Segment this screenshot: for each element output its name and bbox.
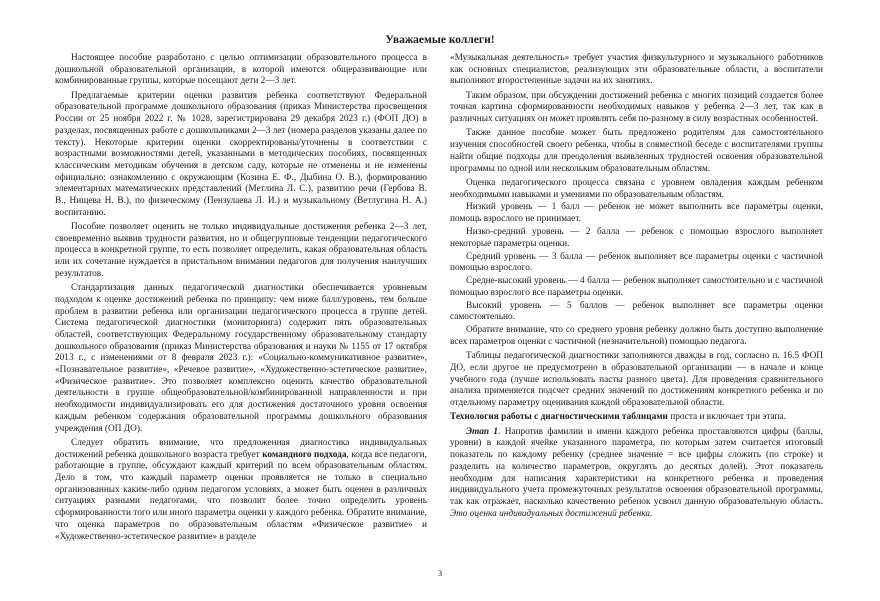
level-item: Средний уровень — 3 балла — ребенок выполняет все параметры оценки с частичной помощью взрослого. xyxy=(450,251,823,274)
paragraph: Настоящее пособие разработано с целью оптимизации образовательного процесса в дошкольной образовательной организации, в которой имеются общеразвивающие или комбинированные группы, которые посещают дети 2—3 лет. xyxy=(55,53,427,87)
paragraph: Обратите внимание, что со среднего уровня ребенку должно быть доступно выполнение всех параметров оценки с частичной (незначительной) помощью педагога. xyxy=(450,325,823,348)
text-run: Следует обратить внимание, что предложенная диагностика индивидуальных достижений ребенка дошкольного возраста требует xyxy=(55,437,427,460)
page-number: 3 xyxy=(437,568,443,578)
stage-label xyxy=(466,427,498,437)
paragraph xyxy=(450,412,823,424)
left-column xyxy=(55,53,427,546)
text-run: . xyxy=(649,508,653,519)
level-item: Высокий уровень — 5 баллов — ребенок выполняет все параметры оценки самостоятельно. xyxy=(450,300,823,323)
paragraph: Пособие позволяет оценить не только индивидуальные достижения ребенка 2—3 лет, своевременно выявив трудности развития, но и общегрупповые тенденции педагогического процесса в конкретной группе, то есть позволяет определить, какая образовательная область или их сочетание нуждается в пристальном внимании педагогов для получения наилучших результатов. xyxy=(55,222,427,279)
level-item: Низко-средний уровень — 2 балла — ребенок с помощью взрослого выполняет некоторые параметры оценки. xyxy=(450,227,823,249)
stage-label-text: Этап 1 xyxy=(466,426,499,437)
italic-text: Это оценка индивидуальных достижений ребенка xyxy=(450,508,650,519)
paragraph: Также данное пособие может быть предложено родителям для самостоятельного изучения способностей своего ребенка, чтобы в совместной беседе с воспитателями группы найти общие подходы для преодоления выявленных трудностей освоения образовательной программы по одной или нескольким образовательным областям. xyxy=(450,128,823,174)
page-title: Уважаемые коллеги! xyxy=(385,34,495,46)
paragraph: Таким образом, при обсуждении достижений ребенка с многих позиций создается более точная картина сформированности необходимых навыков у ребенка 2—3 лет, так как в различных ситуациях он может проявлять себя по-разному в силу возрастных особенностей. xyxy=(450,90,823,125)
paragraph xyxy=(55,438,427,543)
paragraph: Таблицы педагогической диагностики заполняются дважды в год, согласно п. 16.5 ФОП ДО, если другое не предусмотрено в образовательной организации — в начале и конце учебного года (лучше использовать пасты разного цвета). Для проведения сравнительного анализа применяется подсчет средних значений по достижениям конкретного ребенка и по отдельному параметру оценивания каждой образовательной области. xyxy=(450,351,823,409)
paragraph: Предлагаемые критерии оценки развития ребенка соответствуют Федеральной образовательной программе дошкольного образования (приказ Министерства просвещения России от 25 ноября 2022 г. № 1028, зарегистрирована 29 декабря 2023 г.) (ФОП ДО) в разделах, посвященных работе с дошкольниками 2—3 лет (номера разделов указаны далее по тексту). Некоторые критерии оценки скорректированы/уточнены в соответствии с возрастными возможностями детей, указанными в методических пособиях, посвященных классическим методикам обучения в детском саду, которые не отменены и не изменены официально: ознакомлению с окружающим (Козина Е. Ф., Дыбина О. В.), формированию элементарных математических представлений (Метлина Л. С.), развитию речи (Гербова В. В., Нищева Н. В.), по физическому (Пензулаева Л. И.) и музыкальному (Ветлугина Н. А.) воспитанию. xyxy=(55,90,427,218)
level-item: Средне-высокий уровень — 4 балла — ребенок выполняет самостоятельно и с частичной помощью взрослого все параметры оценки. xyxy=(450,276,823,298)
paragraph: Стандартизация данных педагогической диагностики обеспечивается уровневым подходом к оценке достижений ребенка по принципу: чем ниже балл/уровень, тем больше проблем в развитии ребенка или организации педагогического процесса в группе детей. Система педагогической диагностики (мониторинга) содержит пять образовательных областей, соответствующих Федеральному государственному образовательному стандарту дошкольного образования (приказ Министерства образования и науки № 1155 от 17 октября 2013 г., с изменениями от 8 февраля 2023 г.): «Социально-коммуникативное развитие», «Познавательное развитие», «Речевое развитие», «Художественно-эстетическое развитие», «Физическое развитие». Это позволяет комплексно оценить качество образовательной деятельности в группе общеобразовательной/комбинированной направленности и при необходимости индивидуализировать его для достижения достаточного уровня освоения каждым ребенком содержания образовательной программы дошкольного образования учреждения (ОП ДО). xyxy=(55,283,427,434)
text-run: проста и включает три этапа. xyxy=(667,412,786,423)
right-column xyxy=(450,53,823,523)
text-run: , когда все педагоги, работающие в группе, обсуждают каждый критерий по всем образовательным областям. Дело в том, что каждый параметр оценки проявляется не только в специально организованных каким-либо одним педагогом условиях, а может быть оценен в различных ситуациях разными педагогами, что позволит более точно определить уровень сформированности того или иного параметра оценки у каждого ребенка. Обратите внимание, что оценка параметров по образовательным областям «Физическое развитие» и «Художественно-эстетическое развитие» в разделе xyxy=(55,449,427,542)
paragraph xyxy=(450,427,823,521)
text-run: . Напротив фамилии и имени каждого ребенка проставляются цифры (баллы, уровни) в каждой ячейке указанного параметра, по которым затем считается итоговый показатель по каждому ребенку (среднее значение = все цифры сложить (по строке) и разделить на количество параметров, округлять до десятых долей). Этот показатель необходим для написания характеристики на конкретного ребенка и проведения индивидуального учета промежуточных результатов освоения образовательной программы, так как отражает, насколько качественно ребенок усвоил данную образовательную область. xyxy=(450,426,824,507)
level-item: Низкий уровень — 1 балл — ребенок не может выполнить все параметры оценки, помощь взрослого не принимает. xyxy=(450,202,823,225)
bold-term: командного подхода xyxy=(262,449,347,460)
paragraph: Оценка педагогического процесса связана с уровнем овладения каждым ребенком необходимыми навыками и умениями по образовательным областям. xyxy=(450,177,823,200)
bold-term: Технология работы с диагностическими таблицами xyxy=(450,412,668,423)
paragraph: «Музыкальная деятельность» требует участия физкультурного и музыкального работников как основных специалистов, реализующих эти образовательные области, а воспитатели выполняют второстепенные задачи на их занятиях. xyxy=(450,53,823,87)
